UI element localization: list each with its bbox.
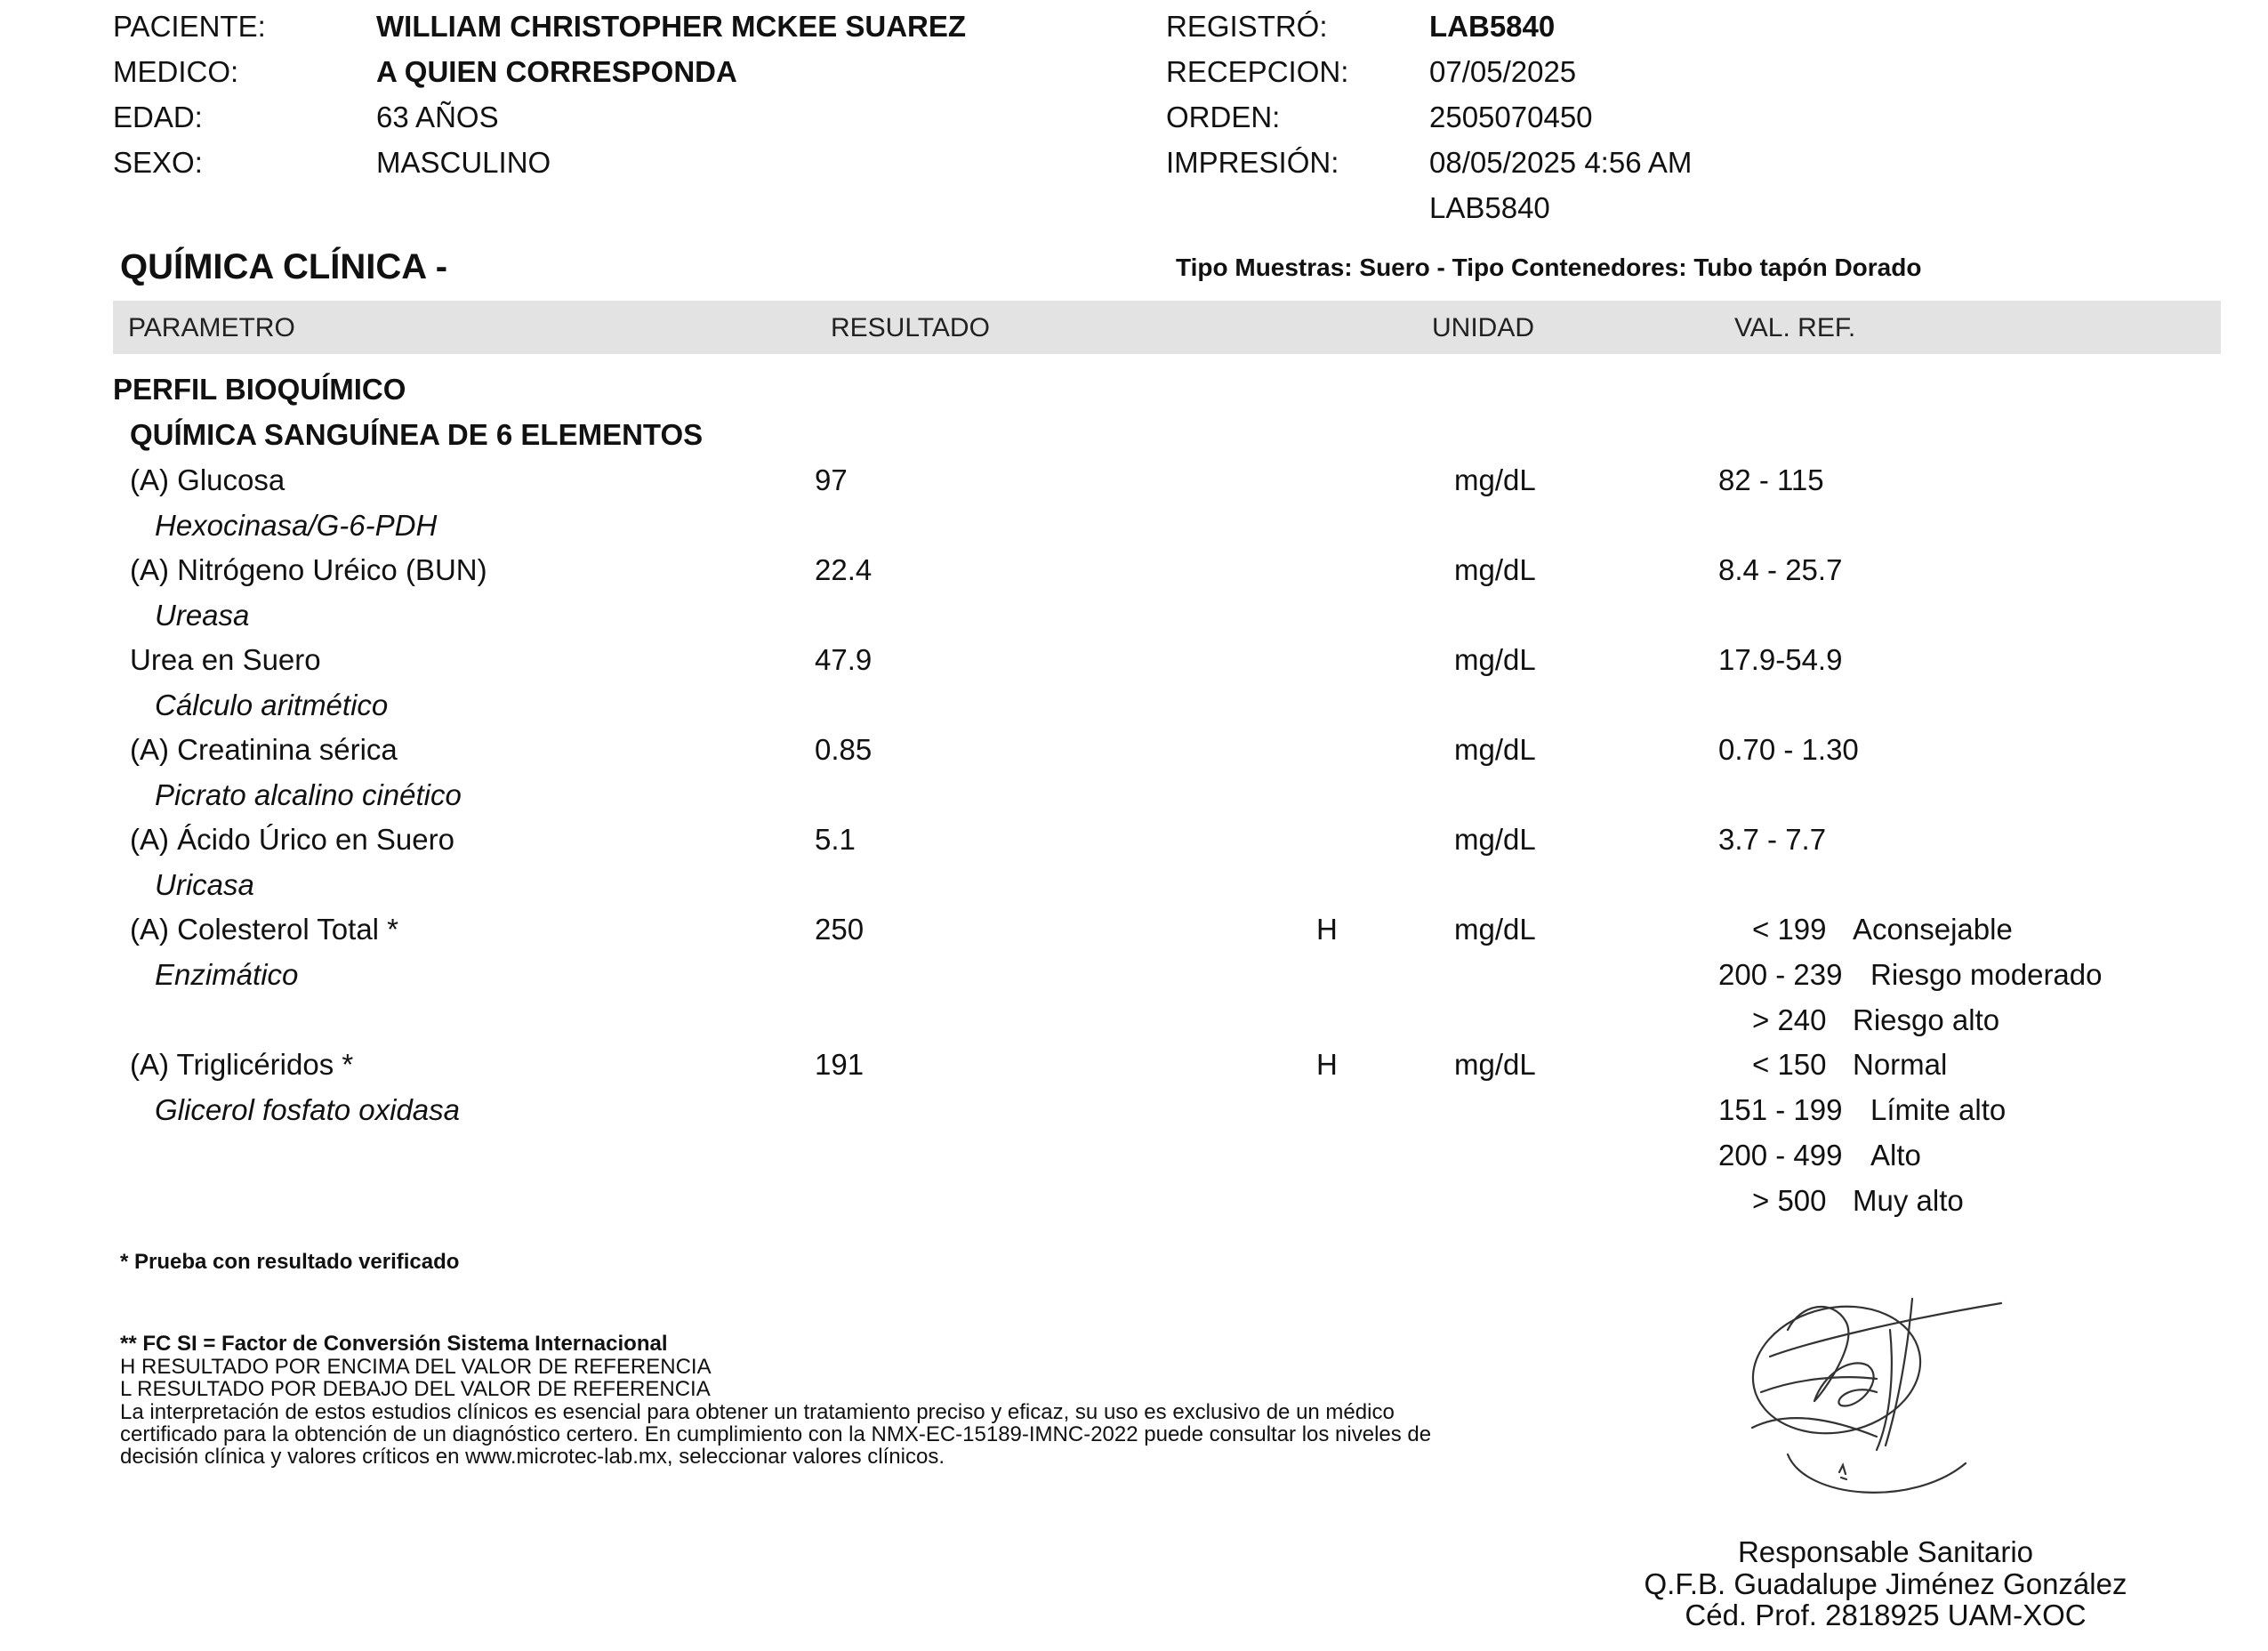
doctor-label: MEDICO: [113, 55, 239, 88]
order-label: ORDEN: [1166, 101, 1281, 133]
test-unit: mg/dL [1454, 553, 1536, 586]
test-name: Urea en Suero [130, 643, 321, 676]
verified-note: * Prueba con resultado verificado [120, 1250, 460, 1274]
sex-label: SEXO: [113, 146, 203, 179]
test-method: Cálculo aritmético [155, 689, 389, 721]
sex-value: MASCULINO [376, 146, 551, 179]
test-unit: mg/dL [1454, 823, 1536, 856]
test-unit: mg/dL [1454, 463, 1536, 496]
signature-license: Céd. Prof. 2818925 UAM-XOC [1685, 1599, 2087, 1631]
ref-range: < 150 [1752, 1048, 1827, 1081]
ref-range: > 500 [1752, 1184, 1827, 1217]
test-name: (A) Nitrógeno Uréico (BUN) [130, 553, 487, 586]
ref-label: Riesgo alto [1853, 1003, 2000, 1036]
test-result: 97 [815, 463, 848, 496]
age-label: EDAD: [113, 101, 203, 133]
ref-label: Muy alto [1853, 1184, 1964, 1217]
order-value: 2505070450 [1429, 101, 1593, 133]
ref-range: 200 - 499 [1718, 1139, 1843, 1172]
col-result: RESULTADO [831, 313, 990, 342]
test-result: 22.4 [815, 553, 873, 586]
test-unit: mg/dL [1454, 733, 1536, 766]
test-name: (A) Creatinina sérica [130, 733, 398, 766]
reception-value: 07/05/2025 [1429, 55, 1577, 88]
fc-note: ** FC SI = Factor de Conversión Sistema Internacional [120, 1332, 668, 1356]
reception-label: RECEPCION: [1166, 55, 1349, 88]
test-method: Glicerol fosfato oxidasa [155, 1093, 461, 1126]
ref-label: Normal [1853, 1048, 1948, 1081]
l-note: L RESULTADO POR DEBAJO DEL VALOR DE REFERENCIA [120, 1377, 711, 1401]
test-ref: 3.7 - 7.7 [1718, 823, 1827, 856]
test-result: 5.1 [815, 823, 856, 856]
print-value: 08/05/2025 4:56 AM [1429, 146, 1693, 179]
interpretation-line-3: decisión clínica y valores críticos en www.microtec-lab.mx, seleccionar valores clínicos. [120, 1445, 945, 1469]
test-result: 191 [815, 1048, 865, 1081]
test-name: (A) Colesterol Total * [130, 913, 399, 946]
interpretation-line-2: certificado para la obtención de un diagnóstico certero. En cumplimiento con la NMX-EC-15189-IMNC-2022 puede consultar los niveles de [120, 1422, 1432, 1446]
col-parameter: PARAMETRO [128, 313, 295, 342]
test-flag: H [1316, 1048, 1338, 1081]
col-unit: UNIDAD [1432, 313, 1535, 342]
test-name: (A) Ácido Úrico en Suero [130, 823, 454, 856]
test-ref: 17.9-54.9 [1718, 643, 1843, 676]
ref-range: < 199 [1752, 913, 1827, 946]
profile-title: PERFIL BIOQUÍMICO [113, 373, 406, 406]
test-ref: 0.70 - 1.30 [1718, 733, 1859, 766]
patient-name: WILLIAM CHRISTOPHER MCKEE SUAREZ [376, 10, 967, 43]
signature-name: Q.F.B. Guadalupe Jiménez González [1644, 1567, 2127, 1600]
test-ref: 82 - 115 [1718, 463, 1824, 496]
test-method: Hexocinasa/G-6-PDH [155, 509, 438, 542]
test-ref: 8.4 - 25.7 [1718, 553, 1843, 586]
column-header-bar [113, 301, 2221, 354]
sample-info: Tipo Muestras: Suero - Tipo Contenedores: Tubo tapón Dorado [1176, 254, 1922, 281]
interpretation-line-1: La interpretación de estos estudios clínicos es esencial para obtener un tratamiento preciso y eficaz, su uso es exclusivo de un médico [120, 1400, 1395, 1424]
test-name: (A) Glucosa [130, 463, 286, 496]
test-unit: mg/dL [1454, 643, 1536, 676]
test-unit: mg/dL [1454, 1048, 1536, 1081]
test-result: 250 [815, 913, 865, 946]
signature-role: Responsable Sanitario [1737, 1535, 2034, 1568]
test-name: (A) Triglicéridos * [130, 1048, 354, 1081]
test-result: 0.85 [815, 733, 873, 766]
doctor-value: A QUIEN CORRESPONDA [376, 55, 737, 88]
test-method: Enzimático [155, 958, 299, 991]
patient-label: PACIENTE: [113, 10, 266, 43]
h-note: H RESULTADO POR ENCIMA DEL VALOR DE REFERENCIA [120, 1355, 712, 1379]
test-method: Ureasa [155, 599, 250, 632]
section-title: QUÍMICA CLÍNICA - [120, 247, 448, 286]
test-method: Picrato alcalino cinético [155, 778, 462, 811]
test-result: 47.9 [815, 643, 873, 676]
profile-subtitle: QUÍMICA SANGUÍNEA DE 6 ELEMENTOS [130, 418, 704, 451]
ref-label: Aconsejable [1853, 913, 2013, 946]
ref-label: Alto [1870, 1139, 1921, 1172]
handwritten-signature [1734, 1294, 2019, 1512]
registered-value: LAB5840 [1429, 10, 1556, 43]
test-flag: H [1316, 913, 1338, 946]
ref-label: Límite alto [1870, 1093, 2007, 1126]
ref-range: > 240 [1752, 1003, 1827, 1036]
col-reference: VAL. REF. [1734, 313, 1856, 342]
registered-label: REGISTRÓ: [1166, 10, 1328, 43]
test-method: Uricasa [155, 868, 254, 901]
ref-range: 200 - 239 [1718, 958, 1843, 991]
age-value: 63 AÑOS [376, 101, 499, 133]
test-unit: mg/dL [1454, 913, 1536, 946]
lab-code: LAB5840 [1429, 191, 1550, 224]
ref-label: Riesgo moderado [1870, 958, 2103, 991]
print-label: IMPRESIÓN: [1166, 146, 1339, 179]
ref-range: 151 - 199 [1718, 1093, 1843, 1126]
